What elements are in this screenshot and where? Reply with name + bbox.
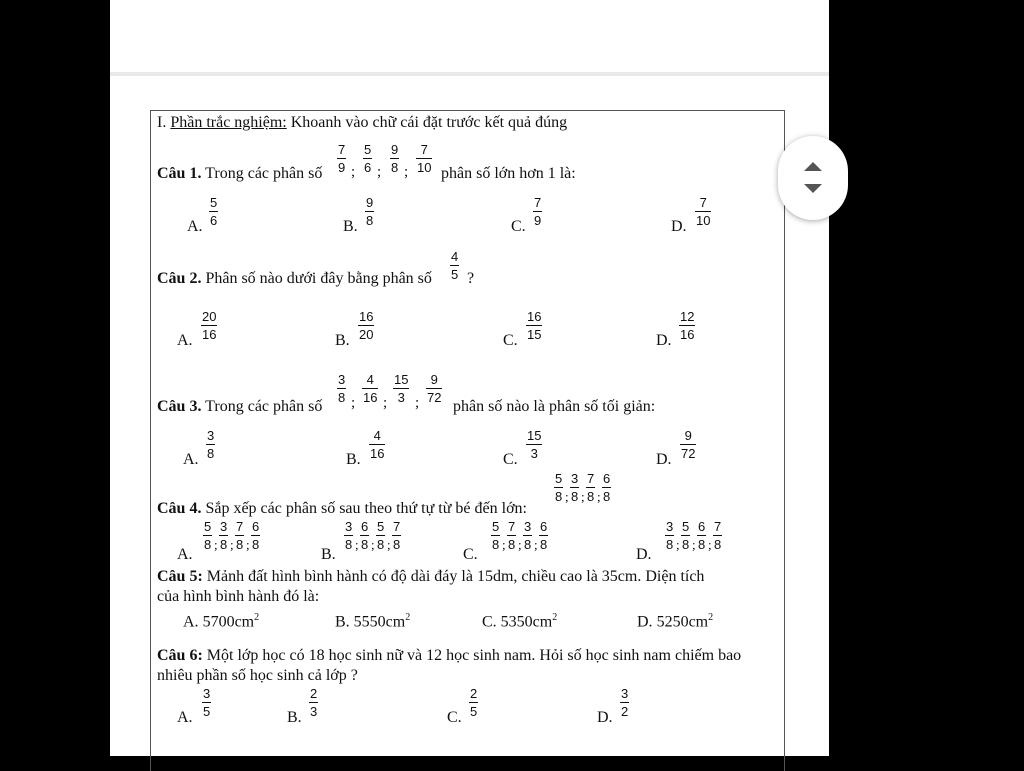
q4-option-1-fraction-1: 5 8 [204, 519, 212, 552]
q3-option-d: 9 72 [681, 428, 696, 461]
q3-option-c: 15 3 [527, 428, 542, 461]
separator: ; [534, 537, 538, 552]
q4-option-2-fraction-3: 5 8 [377, 519, 385, 552]
q4-option-4-fraction-1: 3 8 [666, 519, 674, 552]
q4-option-1-fraction-3: 7 8 [236, 519, 244, 552]
separator: ; [581, 489, 585, 504]
q1-fraction-2: 5 6 [364, 142, 372, 175]
separator: ; [708, 537, 712, 552]
q2-label: Câu 2. [157, 270, 202, 287]
q6-option-c-letter: C. [447, 709, 462, 726]
q4-option-letter: B. [321, 546, 336, 563]
separator: ; [676, 537, 680, 552]
top-divider [110, 72, 829, 76]
separator: ; [383, 395, 388, 411]
q3-option-b: 4 16 [370, 428, 385, 461]
q5-line2: của hình bình hành đó là: [157, 588, 320, 605]
q3-fraction-3: 15 3 [394, 372, 409, 405]
q2-option-a-letter: A. [177, 332, 193, 349]
separator: ; [404, 164, 409, 180]
separator: ; [246, 537, 250, 552]
separator: ; [502, 537, 506, 552]
q2-text-post: ? [467, 270, 475, 287]
q2-option-c-letter: C. [503, 332, 518, 349]
separator: ; [597, 489, 601, 504]
section-title: Phần trắc nghiệm: [170, 114, 287, 131]
separator: ; [692, 537, 696, 552]
q1-option-c: 7 9 [534, 195, 542, 228]
q6-option-a-letter: A. [177, 709, 193, 726]
q2-text-pre: Phân số nào dưới đây bằng phân số [205, 270, 432, 287]
q3-label: Câu 3. [157, 398, 202, 415]
q3-fraction-4: 9 72 [427, 372, 442, 405]
q4-option-2-fraction-2: 6 8 [361, 519, 369, 552]
q2-option-d-letter: D. [656, 332, 672, 349]
q5-option-d: D. $5250cm^2$ [637, 612, 714, 631]
q1-fraction-1: 7 9 [338, 142, 346, 175]
section-number: I. [157, 114, 167, 131]
triangle-down-icon[interactable] [804, 184, 822, 193]
q6-option-b: 2 3 [310, 686, 318, 719]
q1-option-d-letter: D. [671, 218, 687, 235]
q4-option-3-fraction-4: 6 8 [540, 519, 548, 552]
separator: ; [371, 537, 375, 552]
q6-option-d-letter: D. [597, 709, 613, 726]
q3-text-pre: Trong các phân số [205, 398, 323, 415]
q4-stem [157, 499, 527, 519]
q3-option-d-letter: D. [656, 451, 672, 468]
triangle-up-icon[interactable] [804, 162, 822, 171]
separator: ; [351, 395, 356, 411]
section-heading [157, 113, 567, 133]
q3-option-c-letter: C. [503, 451, 518, 468]
q4-option-4-fraction-4: 7 8 [714, 519, 722, 552]
separator: ; [377, 164, 382, 180]
q5-line1: Mảnh đất hình bình hành có độ dài đáy là 15dm, chiều cao là 35cm. Diện tích [206, 568, 705, 585]
q1-option-a-letter: A. [187, 218, 203, 235]
q2-fraction: 4 5 [451, 249, 459, 282]
q4-option-2-fraction-1: 3 8 [345, 519, 353, 552]
q6-stem [157, 646, 741, 666]
document-page [110, 0, 829, 756]
q1-option-d: 7 10 [696, 195, 711, 228]
q4-option-3-fraction-2: 7 8 [508, 519, 516, 552]
q6-option-a: 3 5 [203, 686, 211, 719]
q6-line1: Một lớp học có 18 học sinh nữ và 12 học sinh nam. Hỏi số học sinh nam chiếm bao [206, 647, 742, 664]
q1-label: Câu 1. [157, 165, 202, 182]
q4-sequence-fraction-1: 5 8 [555, 471, 563, 504]
q1-text-post: phân số lớn hơn 1 là: [441, 165, 576, 182]
q5-label: Câu 5: [157, 568, 203, 585]
q5-stem [157, 567, 704, 587]
section-instruction: Khoanh vào chữ cái đặt trước kết quả đúng [290, 114, 568, 131]
q6-option-b-letter: B. [287, 709, 302, 726]
q3-fraction-1: 3 8 [338, 372, 346, 405]
q4-option-letter: A. [177, 546, 193, 563]
q5-option-a: A. $5700cm^2$ [183, 612, 260, 631]
q4-option-letter: D. [636, 546, 652, 563]
q4-sequence-fraction-2: 3 8 [571, 471, 579, 504]
q3-fraction-2: 4 16 [363, 372, 378, 405]
q4-option-3-fraction-3: 3 8 [524, 519, 532, 552]
q5-option-b: B. $5550cm^2$ [335, 612, 411, 631]
q2-option-b-letter: B. [335, 332, 350, 349]
q1-text-pre: Trong các phân số [205, 165, 323, 182]
q2-option-d: 12 16 [680, 309, 695, 342]
q2-stem [157, 269, 432, 289]
q3-option-a: 3 8 [207, 428, 215, 461]
q1-fraction-3: 9 8 [391, 142, 399, 175]
q2-option-b: 16 20 [359, 309, 374, 342]
q3-option-b-letter: B. [346, 451, 361, 468]
q4-label: Câu 4. [157, 500, 202, 517]
q4-option-letter: C. [463, 546, 478, 563]
q2-option-c: 16 15 [527, 309, 542, 342]
separator: ; [355, 537, 359, 552]
scroll-navigation[interactable] [778, 136, 848, 220]
separator: ; [415, 395, 420, 411]
q1-option-b: 9 8 [366, 195, 374, 228]
q1-option-a: 5 6 [210, 195, 218, 228]
q6-line2: nhiêu phần số học sinh cả lớp ? [157, 667, 358, 684]
separator: ; [518, 537, 522, 552]
q3-option-a-letter: A. [183, 451, 199, 468]
q4-option-1-fraction-4: 6 8 [252, 519, 260, 552]
worksheet-frame [150, 110, 785, 771]
q3-text-post: phân số nào là phân số tối giản: [453, 398, 656, 415]
separator: ; [387, 537, 391, 552]
q6-option-c: 2 5 [470, 686, 478, 719]
q1-stem [157, 164, 322, 184]
separator: ; [214, 537, 218, 552]
q4-option-4-fraction-2: 5 8 [682, 519, 690, 552]
q6-option-d: 3 2 [621, 686, 629, 719]
separator: ; [565, 489, 569, 504]
q4-option-1-fraction-2: 3 8 [220, 519, 228, 552]
q4-option-2-fraction-4: 7 8 [393, 519, 401, 552]
q2-option-a: 20 16 [202, 309, 217, 342]
q4-text: Sắp xếp các phân số sau theo thứ tự từ bé đến lớn: [205, 500, 527, 517]
q1-fraction-4: 7 10 [417, 142, 432, 175]
q4-option-3-fraction-1: 5 8 [492, 519, 500, 552]
q1-option-c-letter: C. [511, 218, 526, 235]
q4-option-4-fraction-3: 6 8 [698, 519, 706, 552]
q3-stem [157, 397, 322, 417]
separator: ; [351, 164, 356, 180]
q1-option-b-letter: B. [343, 218, 358, 235]
q5-option-c: C. $5350cm^2$ [482, 612, 558, 631]
q4-sequence-fraction-4: 6 8 [603, 471, 611, 504]
q4-sequence-fraction-3: 7 8 [587, 471, 595, 504]
separator: ; [230, 537, 234, 552]
q6-label: Câu 6: [157, 647, 203, 664]
